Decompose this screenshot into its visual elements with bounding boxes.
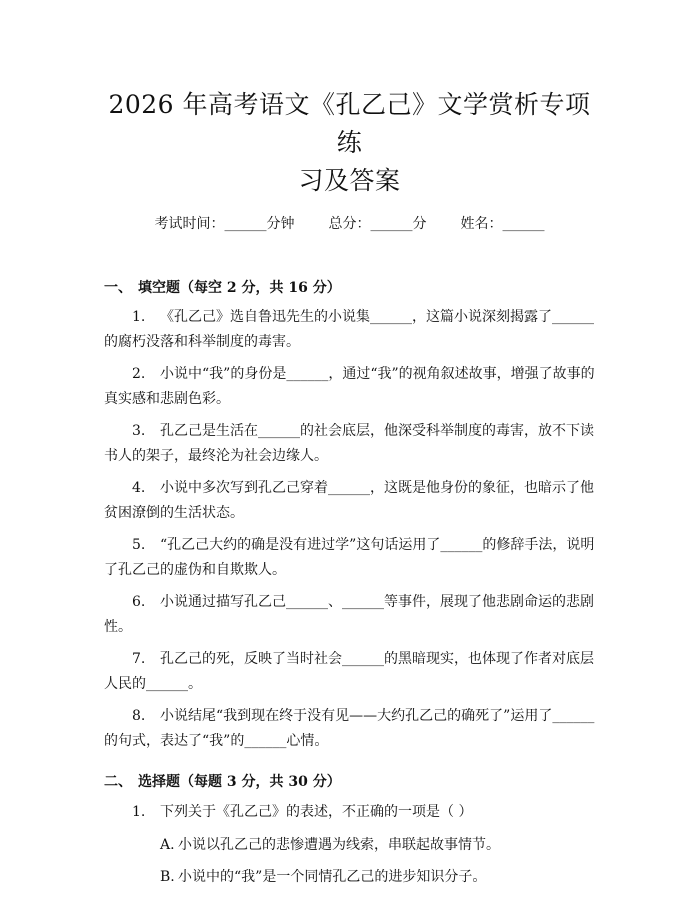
fill-in-question [104, 419, 595, 469]
section-number: 二、 [104, 774, 132, 790]
title-line-1: 2026 年高考语文《孔乙己》文学赏析专项练 [108, 90, 591, 157]
question-text: 孔乙己是生活在______的社会底层，他深受科举制度的毒害，放不下读书人的架子，最终沦为社会边缘人。 [104, 423, 594, 464]
question-number: 2. [132, 366, 146, 382]
question-number: 5. [132, 537, 146, 553]
question-number: 1. [132, 804, 146, 820]
question-text: 孔乙己的死，反映了当时社会______的黑暗现实，也体现了作者对底层人民的______。 [104, 651, 594, 692]
fill-in-question [104, 647, 595, 697]
section-title: 选择题（每题 3 分，共 30 分） [138, 774, 341, 790]
question-text: 小说中“我”的身份是______，通过“我”的视角叙述故事，增强了故事的真实感和悲剧色彩。 [104, 366, 595, 407]
section-heading-fill-in [104, 278, 595, 298]
choice-option-a [104, 833, 595, 857]
fill-in-question [104, 362, 595, 412]
option-text: 小说以孔乙己的悲惨遭遇为线索，串联起故事情节。 [178, 837, 500, 853]
fill-in-question [104, 704, 595, 754]
option-letter: A. [160, 837, 175, 853]
question-number: 1. [132, 309, 146, 325]
total-score-field: 总分：______分 [328, 216, 427, 232]
choice-option-b [104, 865, 595, 889]
question-text: “孔乙己大约的确是没有进过学”这句话运用了______的修辞手法，说明了孔乙己的虚伪和自欺欺人。 [104, 537, 595, 578]
section-heading-multiple-choice [104, 772, 595, 792]
question-text: 《孔乙己》选自鲁迅先生的小说集______，这篇小说深刻揭露了______的腐朽没落和科举制度的毒害。 [104, 309, 594, 350]
question-number: 7. [132, 651, 146, 667]
fill-in-question [104, 476, 595, 526]
section-title: 填空题（每空 2 分，共 16 分） [138, 280, 341, 296]
question-number: 6. [132, 594, 146, 610]
question-text: 小说结尾“我到现在终于没有见——大约孔乙己的确死了”运用了______的句式，表达了“我”的______心情。 [104, 708, 595, 749]
choice-question [104, 800, 595, 825]
fill-in-question [104, 305, 595, 355]
question-number: 3. [132, 423, 146, 439]
fill-in-question [104, 590, 595, 640]
title-line-2: 习及答案 [298, 166, 401, 195]
question-text: 下列关于《孔乙己》的表述，不正确的一项是（ ） [160, 804, 473, 820]
section-number: 一、 [104, 280, 132, 296]
option-letter: B. [160, 869, 175, 885]
question-text: 小说通过描写孔乙己______、______等事件，展现了他悲剧命运的悲剧性。 [104, 594, 594, 635]
exam-info-line [104, 214, 595, 234]
fill-in-question [104, 533, 595, 583]
question-text: 小说中多次写到孔乙己穿着______，这既是他身份的象征，也暗示了他贫困潦倒的生活状态。 [104, 480, 594, 521]
question-number: 8. [132, 708, 146, 724]
question-number: 4. [132, 480, 146, 496]
student-name-field: 姓名：______ [460, 216, 545, 232]
document-title [104, 0, 595, 200]
option-text: 小说中的“我”是一个同情孔乙己的进步知识分子。 [178, 869, 487, 885]
exam-time-field: 考试时间：______分钟 [154, 216, 295, 232]
fill-in-question-list [104, 305, 595, 754]
